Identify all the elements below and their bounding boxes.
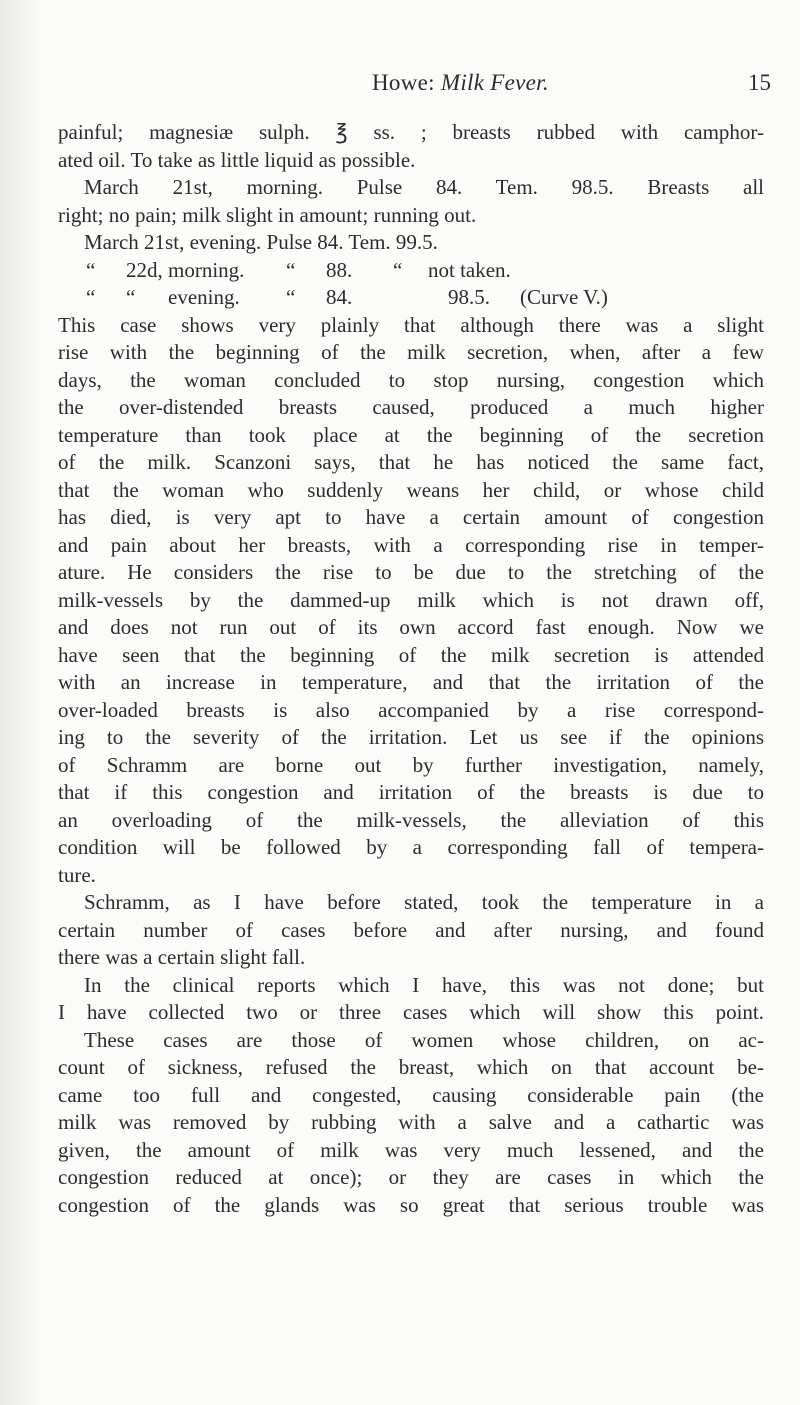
text-line: right; no pain; milk slight in amount; running out. — [58, 202, 477, 227]
text-line: temperature than took place at the beginning of the secretion — [58, 422, 764, 447]
ditto-mark: “ — [126, 285, 136, 309]
text-line: and pain about her breasts, with a corresponding rise in temper- — [58, 532, 764, 557]
ditto-mark: “ — [286, 257, 296, 282]
text-line: over-loaded breasts is also accompanied by a rise correspond- — [58, 697, 764, 722]
text-line: In the clinical reports which I have, this was not done; but — [84, 972, 764, 997]
record-pulse: 84. — [326, 285, 353, 309]
ditto-mark: “ — [393, 257, 403, 282]
ditto-mark: “ — [286, 285, 296, 309]
text-line: of the milk. Scanzoni says, that he has noticed the same fact, — [58, 450, 764, 474]
text-line: came too full and congested, causing considerable pain (the — [58, 1082, 764, 1107]
text-line: March 21st, morning. Pulse 84. Tem. 98.5. Breasts all — [84, 175, 764, 199]
text-line: ated oil. To take as little liquid as possible. — [58, 147, 416, 172]
ditto-mark: “ — [86, 285, 96, 309]
text-line: condition will be followed by a corresponding fall of tempera- — [58, 835, 764, 859]
text-line: given, the amount of milk was very much lessened, and the — [58, 1137, 764, 1162]
text-line: This case shows very plainly that although there was a slight — [58, 312, 764, 337]
record-pulse: 88. — [326, 257, 353, 282]
record-date: evening. — [168, 285, 240, 309]
text-line: congestion of the glands was so great that serious trouble was — [58, 1192, 764, 1217]
record-row-22d-evening — [58, 284, 764, 312]
body-text — [58, 119, 764, 1219]
record-tem: not taken. — [428, 257, 511, 282]
text-line: These cases are those of women whose children, on ac- — [84, 1027, 764, 1052]
text-line: that the woman who suddenly weans her child, or whose child — [58, 477, 764, 502]
text-line: there was a certain slight fall. — [58, 945, 306, 969]
running-header — [0, 70, 800, 100]
text-line: milk was removed by rubbing with a salve and a cathartic was — [58, 1110, 764, 1134]
text-line: March 21st, evening. Pulse 84. Tem. 99.5. — [84, 230, 438, 254]
ditto-mark: “ — [86, 257, 96, 282]
text-line: I have collected two or three cases which will show this point. — [58, 1000, 764, 1024]
record-row-22d-morning — [58, 257, 764, 285]
text-line: ature. He considers the rise to be due to the stretching of the — [58, 560, 764, 584]
header-separator: : — [428, 70, 441, 95]
text-line: that if this congestion and irritation of the breasts is due to — [58, 780, 764, 804]
text-line: ture. — [58, 862, 96, 887]
text-line: with an increase in temperature, and that the irritation of the — [58, 670, 764, 694]
text-line: Schramm, as I have before stated, took the temperature in a — [84, 890, 764, 914]
curve-note: (Curve V.) — [520, 285, 608, 309]
header-author: Howe — [372, 70, 429, 95]
running-head — [372, 70, 549, 96]
text-line: have seen that the beginning of the milk secretion is attended — [58, 642, 764, 667]
record-tem: 98.5. — [448, 285, 490, 309]
page-number: 15 — [748, 70, 771, 95]
record-date: 22d, morning. — [126, 257, 245, 282]
page-edge-shadow — [0, 0, 40, 1405]
text-line: rise with the beginning of the milk secretion, when, after a few — [58, 340, 764, 364]
text-line: days, the woman concluded to stop nursing, congestion which — [58, 367, 764, 392]
text-line: the over-distended breasts caused, produced a much higher — [58, 395, 764, 419]
text-line: of Schramm are borne out by further investigation, namely, — [58, 752, 764, 777]
text-line: certain number of cases before and after nursing, and found — [58, 917, 764, 942]
text-line: and does not run out of its own accord fast enough. Now we — [58, 615, 764, 639]
text-line: ing to the severity of the irritation. Let us see if the opinions — [58, 725, 764, 749]
text-line: count of sickness, refused the breast, which on that account be- — [58, 1055, 764, 1079]
text-line: painful; magnesiæ sulph. ℥ ss. ; breasts rubbed with camphor- — [58, 120, 764, 144]
text-line: has died, is very apt to have a certain amount of congestion — [58, 505, 764, 529]
text-line: milk-vessels by the dammed-up milk which is not drawn off, — [58, 587, 764, 612]
text-line: congestion reduced at once); or they are cases in which the — [58, 1165, 764, 1189]
text-line: an overloading of the milk-vessels, the alleviation of this — [58, 807, 764, 832]
header-title: Milk Fever. — [440, 70, 549, 95]
